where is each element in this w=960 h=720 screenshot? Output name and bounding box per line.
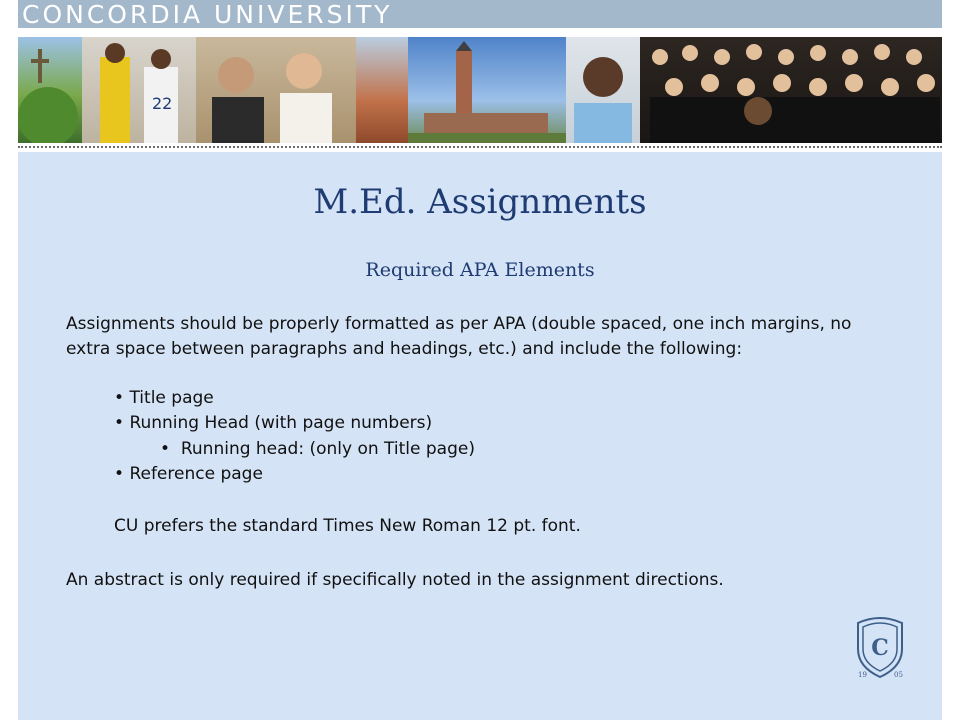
photo-tower: [408, 37, 566, 143]
photo-choir: [640, 37, 942, 143]
list-item: • Title page: [114, 388, 214, 408]
bullet-text: Reference page: [129, 464, 263, 484]
photo-banner: [18, 37, 942, 143]
list-item: • Reference page: [114, 464, 263, 484]
photo-basketball: [82, 37, 196, 143]
list-item: • Running head: (only on Title page): [160, 439, 475, 459]
abstract-note: An abstract is only required if specifically noted in the assignment directions.: [66, 570, 724, 590]
banner-divider: [18, 146, 942, 148]
svg-text:22: 22: [152, 94, 173, 113]
bullet-text: Title page: [129, 388, 214, 408]
bullet-text: Running head: (only on Title page): [180, 439, 475, 459]
photo-students: [196, 37, 356, 143]
university-name: CONCORDIA UNIVERSITY: [22, 0, 393, 29]
photo-church-tree: [18, 37, 82, 143]
logo-year-left: 19: [858, 671, 867, 679]
slide-content: [18, 152, 942, 720]
font-note: CU prefers the standard Times New Roman 12 pt. font.: [114, 516, 581, 536]
list-item: • Running Head (with page numbers): [114, 413, 433, 433]
bullet-text: Running Head (with page numbers): [129, 413, 433, 433]
university-shield-logo: [854, 615, 906, 679]
logo-year-right: 05: [894, 671, 903, 679]
photo-student-portrait: [566, 37, 640, 143]
intro-paragraph: Assignments should be properly formatted as per APA (double spaced, one inch margins, no extra space between paragraphs and headings, etc.) and include the following:: [66, 314, 852, 359]
logo-letter: C: [871, 635, 889, 661]
slide-subtitle: Required APA Elements: [365, 259, 595, 281]
photo-flowers: [356, 37, 408, 143]
header-bar: [18, 0, 942, 28]
slide-title: M.Ed. Assignments: [313, 182, 647, 222]
